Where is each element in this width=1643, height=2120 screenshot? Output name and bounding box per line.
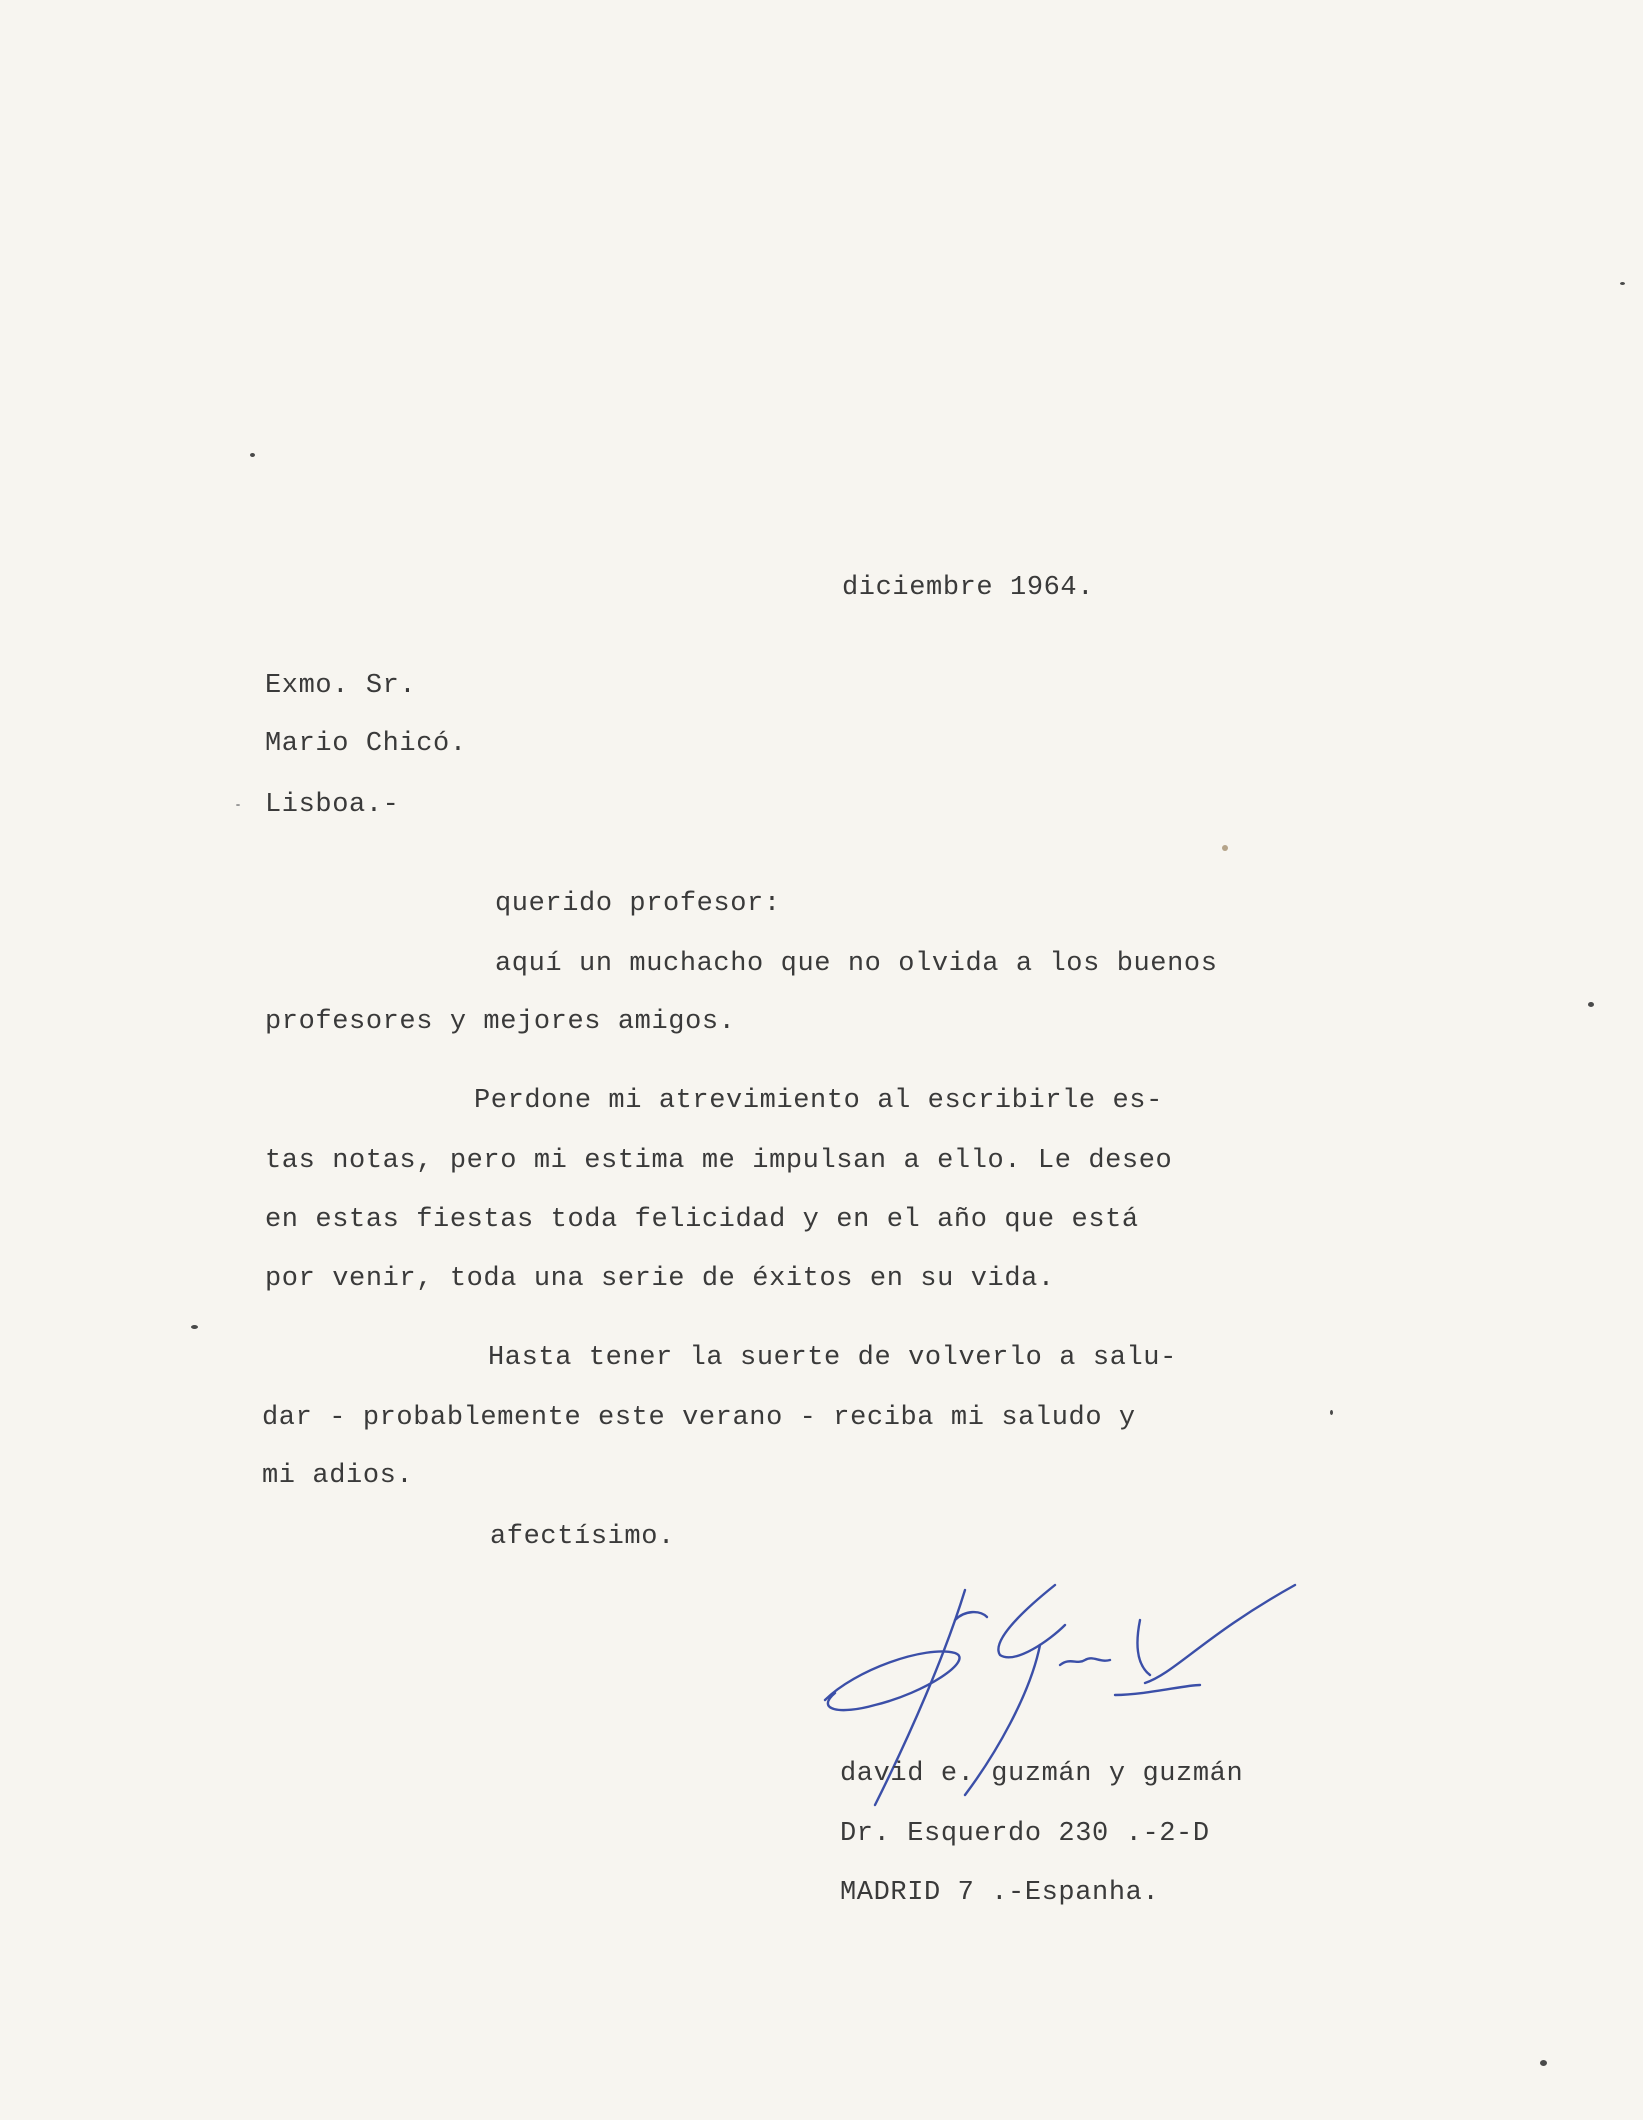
paper-speck <box>250 453 255 457</box>
body-line: por venir, toda una serie de éxitos en su vida. <box>265 1264 1055 1294</box>
sender-name: david e. guzmán y guzmán <box>840 1759 1244 1789</box>
sender-city: MADRID 7 .-Espanha. <box>840 1878 1160 1908</box>
body-line: profesores y mejores amigos. <box>265 1007 736 1037</box>
body-line: en estas fiestas toda felicidad y en el año que está <box>265 1205 1139 1235</box>
body-line: Perdone mi atrevimiento al escribirle es- <box>474 1086 1163 1116</box>
signature <box>815 1565 1315 1835</box>
recipient-title: Exmo. Sr. <box>265 671 417 701</box>
letter-date: diciembre 1964. <box>842 573 1095 603</box>
recipient-name: Mario Chicó. <box>265 729 467 759</box>
body-line: aquí un muchacho que no olvida a los buenos <box>495 949 1218 979</box>
paper-speck <box>1588 1002 1594 1007</box>
recipient-city: Lisboa.- <box>265 790 400 820</box>
paper-speck <box>236 804 240 806</box>
paper-speck <box>1540 2060 1547 2066</box>
paper-speck <box>1222 845 1228 851</box>
signature-stroke <box>1145 1585 1295 1683</box>
body-line: Hasta tener la suerte de volverlo a salu- <box>488 1343 1177 1373</box>
signature-stroke <box>1060 1658 1110 1665</box>
body-line: mi adios. <box>262 1461 414 1491</box>
closing: afectísimo. <box>490 1522 675 1552</box>
signature-stroke <box>1115 1685 1200 1695</box>
paper-speck <box>191 1325 198 1329</box>
signature-stroke <box>998 1585 1065 1657</box>
body-line: tas notas, pero mi estima me impulsan a ello. Le deseo <box>265 1146 1173 1176</box>
sender-address: Dr. Esquerdo 230 .-2-D <box>840 1819 1210 1849</box>
salutation: querido profesor: <box>495 889 781 919</box>
signature-stroke <box>955 1612 987 1620</box>
body-line: dar - probablemente este verano - reciba mi saludo y <box>262 1403 1136 1433</box>
signature-stroke <box>1137 1620 1150 1675</box>
paper-speck <box>1620 282 1625 285</box>
paper-speck <box>1330 1410 1333 1415</box>
